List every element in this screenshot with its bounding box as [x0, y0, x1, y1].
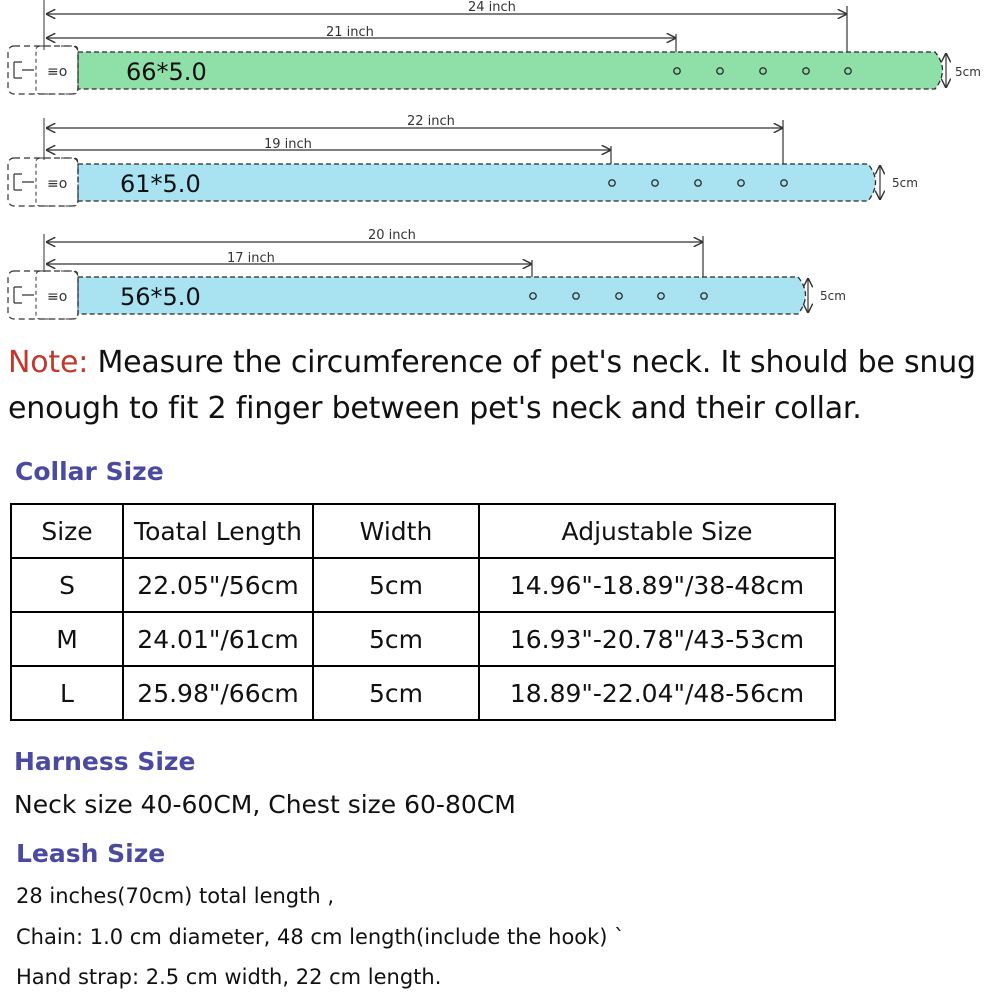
collar-small: [8, 228, 846, 319]
collar-small-width: 5cm: [820, 289, 846, 303]
collar-large: [8, 0, 981, 94]
collar-medium-long-dim: 22 inch: [407, 114, 455, 129]
table-cell: 5cm: [313, 612, 479, 666]
collar-small-long-dim: 20 inch: [368, 228, 416, 243]
collar-size-table: [10, 503, 836, 721]
collar-small-short-dim: 17 inch: [227, 251, 275, 266]
table-cell: 16.93"-20.78"/43-53cm: [479, 612, 835, 666]
collar-medium-width: 5cm: [892, 176, 918, 190]
collar-medium-label: 61*5.0: [120, 170, 201, 198]
collar-large-width: 5cm: [955, 65, 981, 79]
table-cell: 5cm: [313, 558, 479, 612]
collar-size-title: Collar Size: [15, 457, 164, 486]
buckle-icon: [8, 158, 78, 206]
buckle-icon: [8, 46, 78, 94]
table-cell: L: [11, 666, 123, 720]
table-cell: 18.89"-22.04"/48-56cm: [479, 666, 835, 720]
leash-size-title: Leash Size: [16, 839, 166, 868]
table-cell: 22.05"/56cm: [123, 558, 313, 612]
collar-diagram: [0, 0, 1001, 330]
collar-large-long-dim: 24 inch: [468, 0, 516, 15]
collar-large-label: 66*5.0: [126, 58, 207, 86]
table-header-cell: Width: [313, 504, 479, 558]
table-header-row: [11, 504, 835, 558]
harness-size-text: Neck size 40-60CM, Chest size 60-80CM: [14, 790, 516, 819]
collar-large-short-dim: 21 inch: [326, 25, 374, 40]
leash-line: 28 inches(70cm) total length ,: [16, 884, 335, 908]
table-cell: 25.98"/66cm: [123, 666, 313, 720]
note-prefix: Note:: [8, 345, 89, 380]
table-cell: 5cm: [313, 666, 479, 720]
table-header-cell: Size: [11, 504, 123, 558]
leash-line: Hand strap: 2.5 cm width, 22 cm length.: [16, 965, 442, 989]
table-row: [11, 612, 835, 666]
table-cell: 14.96"-18.89"/38-48cm: [479, 558, 835, 612]
table-cell: S: [11, 558, 123, 612]
table-header-cell: Adjustable Size: [479, 504, 835, 558]
svg-text:≡o: ≡o: [47, 64, 68, 80]
svg-text:≡o: ≡o: [47, 176, 68, 192]
table-row: [11, 558, 835, 612]
collar-diagram-svg: [0, 0, 1001, 330]
table-cell: 24.01"/61cm: [123, 612, 313, 666]
note-paragraph: [8, 340, 998, 432]
note-text: Measure the circumference of pet's neck. It should be snug enough to fit 2 finger between pet's neck and their collar.: [8, 345, 976, 426]
table-header-cell: Toatal Length: [123, 504, 313, 558]
svg-text:≡o: ≡o: [47, 289, 68, 305]
collar-medium-short-dim: 19 inch: [264, 137, 312, 152]
leash-line: Chain: 1.0 cm diameter, 48 cm length(include the hook) ˋ: [16, 925, 625, 949]
table-cell: M: [11, 612, 123, 666]
collar-medium: [8, 114, 918, 206]
collar-large-strap: [78, 52, 943, 89]
buckle-icon: [8, 271, 78, 319]
table-row: [11, 666, 835, 720]
harness-size-title: Harness Size: [14, 747, 196, 776]
collar-small-label: 56*5.0: [120, 283, 201, 311]
